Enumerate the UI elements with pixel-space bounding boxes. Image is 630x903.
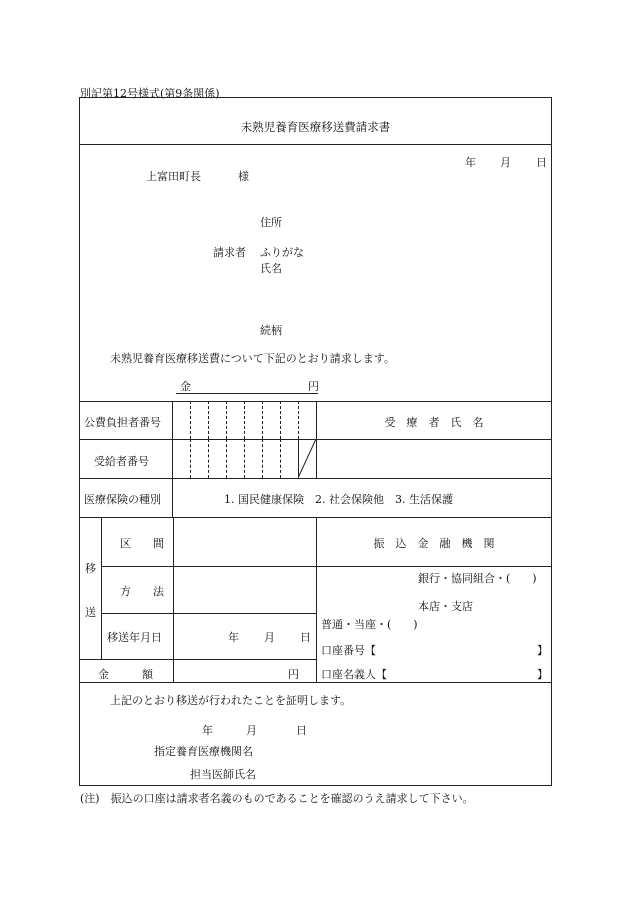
transport-label-2: 送: [85, 606, 96, 619]
amount-underline: [176, 393, 318, 394]
slash-mark: [298, 439, 317, 479]
digit-divider: [262, 401, 263, 439]
digit-divider: [280, 401, 281, 439]
digit-divider: [262, 439, 263, 478]
date-year-label: 年: [465, 156, 476, 169]
digit-divider: [226, 401, 227, 439]
digit-divider: [190, 439, 191, 478]
addressee-name: 上富田町長: [146, 170, 201, 183]
form-title: 未熟児養育医療移送費請求書: [240, 120, 391, 134]
relation-label: 続柄: [260, 324, 282, 337]
certification-year: 年: [202, 724, 213, 737]
certification-month: 月: [246, 724, 257, 737]
method-label: 方 法: [120, 585, 164, 598]
addressee-honorific: 様: [238, 170, 249, 183]
section-label: 区 間: [120, 537, 164, 550]
insurance-options: 1. 国民健康保険 2. 社会保険他 3. 生活保護: [224, 493, 453, 506]
bank-header: 振 込 金 融 機 関: [373, 537, 495, 550]
transport-value-column-line: [173, 517, 174, 682]
account-type: 普通・当座・( ): [321, 618, 418, 631]
bank-type: 銀行・協同組合・( ): [418, 572, 537, 585]
account-holder-label: 口座名義人【: [321, 668, 387, 681]
public-payer-no-label: 公費負担者番号: [84, 416, 161, 429]
furigana-label: ふりがな: [260, 246, 304, 259]
date-month-label: 月: [500, 156, 511, 169]
doctor-label: 担当医師氏名: [190, 768, 256, 781]
name-label: 氏名: [260, 262, 282, 275]
digit-divider: [244, 439, 245, 478]
address-label: 住所: [260, 216, 282, 229]
amount-label: 金 額: [98, 668, 153, 681]
claimant-label: 請求者: [213, 246, 246, 259]
form-number: 別記第12号様式(第9条関係): [80, 87, 220, 100]
recipient-no-label: 受給者番号: [94, 455, 149, 468]
transport-date-year: 年: [228, 631, 239, 644]
digit-divider: [244, 401, 245, 439]
account-number-close: 】: [537, 644, 548, 657]
amount-suffix: 円: [308, 380, 319, 393]
certification-day: 日: [296, 724, 307, 737]
patient-name-header: 受 療 者 氏 名: [384, 416, 484, 429]
method-row-divider: [101, 613, 316, 614]
digit-divider: [190, 401, 191, 439]
account-number-label: 口座番号【: [321, 644, 376, 657]
digit-divider: [280, 439, 281, 478]
transport-label-column-line: [101, 517, 102, 659]
date-day-label: 日: [536, 156, 547, 169]
digit-divider: [208, 439, 209, 478]
label-column-line: [172, 401, 173, 517]
table-bottom-line: [79, 682, 552, 683]
section-row-divider: [101, 566, 316, 567]
transport-date-label: 移送年月日: [107, 631, 162, 644]
transport-date-day: 日: [300, 631, 311, 644]
transport-date-month: 月: [264, 631, 275, 644]
request-text: 未熟児養育医療移送費について下記のとおり請求します。: [110, 352, 395, 365]
transport-label-1: 移: [85, 562, 96, 575]
footnote: (注) 振込の口座は請求者名義のものであることを確認のうえ請求して下さい。: [80, 792, 474, 805]
bank-header-divider: [316, 566, 552, 567]
insurance-type-label: 医療保険の種別: [84, 493, 161, 506]
title-divider: [79, 144, 552, 145]
amount-unit: 円: [288, 668, 299, 681]
account-holder-close: 】: [537, 668, 548, 681]
digit-divider: [226, 439, 227, 478]
certification-text: 上記のとおり移送が行われたことを証明します。: [110, 694, 352, 707]
amount-prefix: 金: [180, 380, 191, 393]
digit-divider: [298, 401, 299, 439]
digit-divider: [208, 401, 209, 439]
transport-date-divider: [79, 659, 316, 660]
branch-type: 本店・支店: [418, 600, 473, 613]
institution-label: 指定養育医療機関名: [154, 745, 253, 758]
